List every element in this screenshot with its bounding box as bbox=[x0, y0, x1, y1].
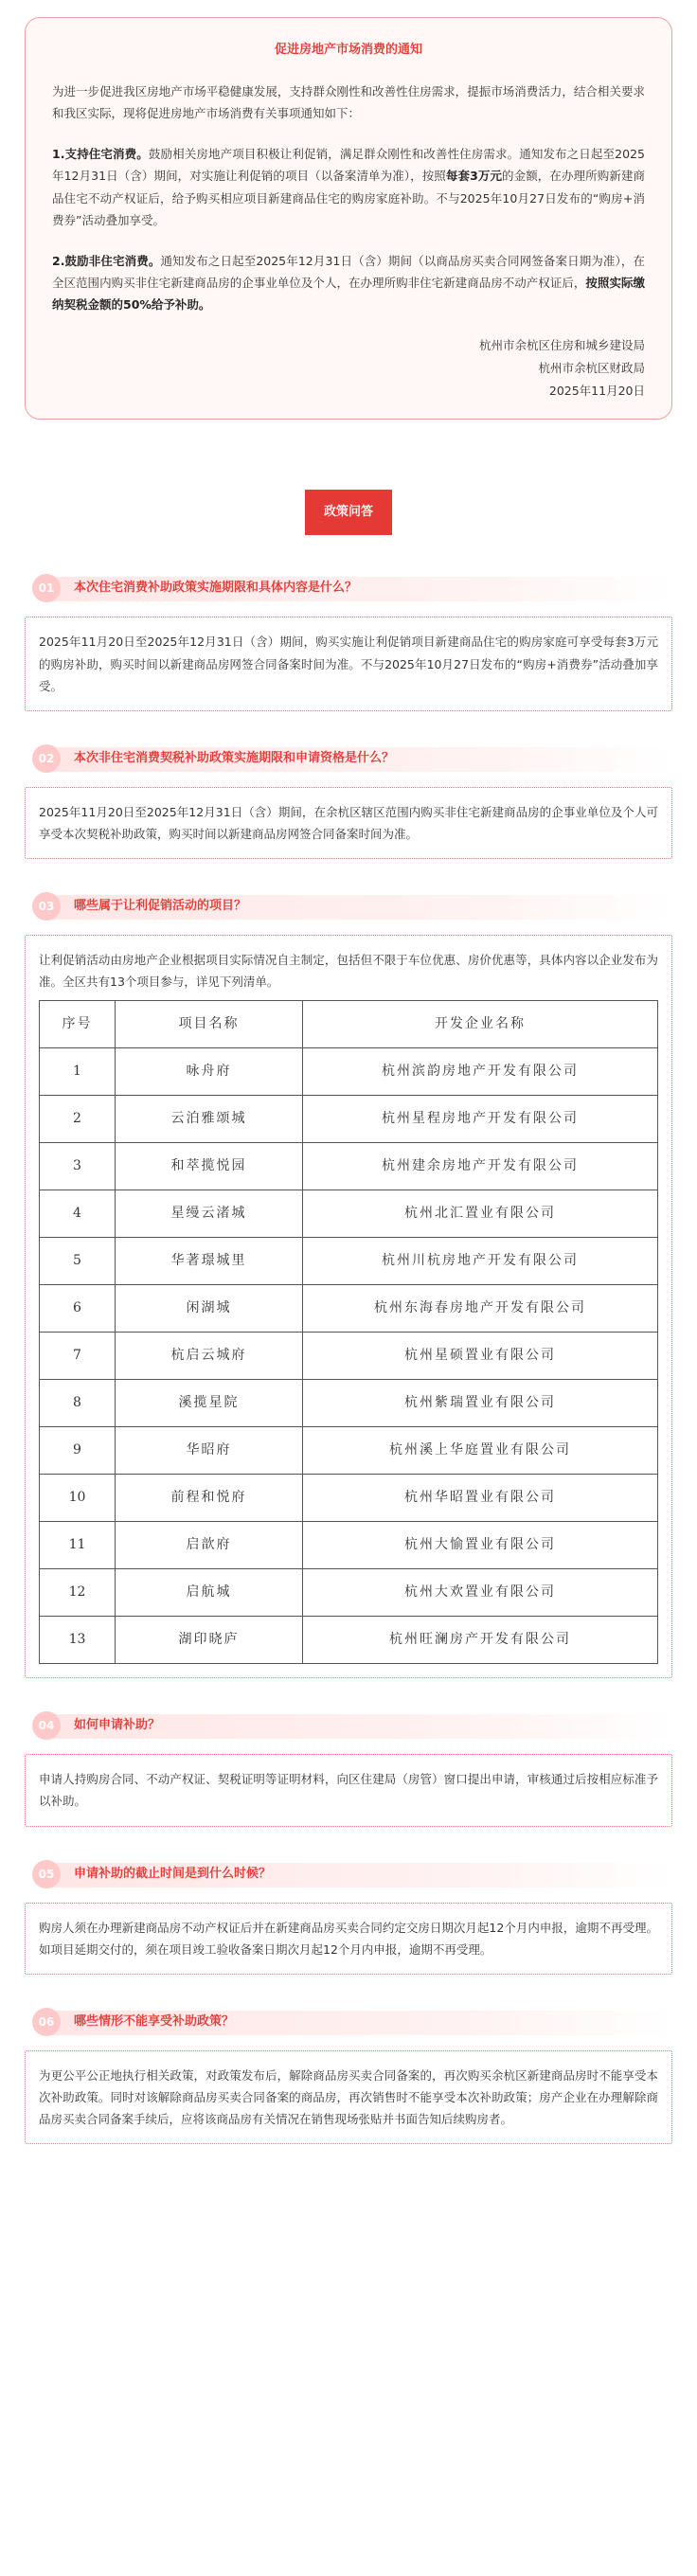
row-project: 星缦云渚城 bbox=[116, 1190, 303, 1238]
question-text: 如何申请补助？ bbox=[74, 1718, 161, 1733]
row-developer: 杭州大愉置业有限公司 bbox=[303, 1522, 658, 1569]
row-developer: 杭州星程房地产开发有限公司 bbox=[303, 1096, 658, 1143]
row-index: 8 bbox=[40, 1380, 116, 1427]
row-project: 启歆府 bbox=[116, 1522, 303, 1569]
project-table bbox=[39, 1000, 658, 1664]
row-index: 12 bbox=[40, 1569, 116, 1617]
table-row bbox=[40, 1048, 658, 1096]
notice-item-2-title: 2.鼓励非住宅消费。 bbox=[52, 253, 161, 268]
table-header-developer: 开发企业名称 bbox=[303, 1001, 658, 1048]
row-developer: 杭州华昭置业有限公司 bbox=[303, 1475, 658, 1522]
row-index: 6 bbox=[40, 1285, 116, 1333]
answer-box bbox=[25, 617, 672, 710]
notice-card bbox=[25, 17, 672, 420]
table-row bbox=[40, 1238, 658, 1285]
row-project: 华著璟城里 bbox=[116, 1238, 303, 1285]
table-row bbox=[40, 1617, 658, 1664]
section-tag: 政策问答 bbox=[305, 490, 392, 535]
row-index: 4 bbox=[40, 1190, 116, 1238]
question-header bbox=[25, 2007, 672, 2037]
table-header-project: 项目名称 bbox=[116, 1001, 303, 1048]
row-project: 前程和悦府 bbox=[116, 1475, 303, 1522]
notice-date: 2025年11月20日 bbox=[548, 383, 645, 398]
notice-title: 促进房地产市场消费的通知 bbox=[274, 43, 422, 57]
notice-item-2-bold: 按照实际缴纳契税金额的50%给予补助。 bbox=[52, 275, 645, 313]
notice-item-1-title: 1.支持住宅消费。 bbox=[52, 147, 149, 162]
question-text: 哪些属于让利促销活动的项目？ bbox=[74, 899, 247, 914]
row-index: 11 bbox=[40, 1522, 116, 1569]
answer-text: 让利促销活动由房地产企业根据项目实际情况自主制定，包括但不限于车位优惠、房价优惠等，具体内容以企业发布为准。全区共有13个项目参与，详见下列清单。 bbox=[39, 953, 658, 990]
answer-box bbox=[25, 935, 672, 1678]
notice-item-1-text-b: 的金额，在办理所购新建商品住宅不动产权证后，给予购买相应项目新建商品住宅的购房家庭补助。不与2025年10月27日发布的“购房+消费券”活动叠加享受。 bbox=[52, 169, 645, 227]
question-text: 哪些情形不能享受补助政策？ bbox=[74, 2013, 235, 2029]
question-header bbox=[25, 743, 672, 774]
table-row bbox=[40, 1427, 658, 1475]
row-project: 云泊雅颂城 bbox=[116, 1096, 303, 1143]
row-project: 杭启云城府 bbox=[116, 1333, 303, 1380]
table-row bbox=[40, 1143, 658, 1190]
row-developer: 杭州川杭房地产开发有限公司 bbox=[303, 1238, 658, 1285]
row-index: 10 bbox=[40, 1475, 116, 1522]
table-row bbox=[40, 1380, 658, 1427]
row-project: 溪揽星院 bbox=[116, 1380, 303, 1427]
row-index: 7 bbox=[40, 1333, 116, 1380]
table-row bbox=[40, 1569, 658, 1617]
row-index: 13 bbox=[40, 1617, 116, 1664]
row-developer: 杭州星硕置业有限公司 bbox=[303, 1333, 658, 1380]
row-index: 5 bbox=[40, 1238, 116, 1285]
row-project: 和萃揽悦园 bbox=[116, 1143, 303, 1190]
row-project: 闲湖城 bbox=[116, 1285, 303, 1333]
notice-item-1-text-a: 鼓励相关房地产项目积极让利促销，满足群众刚性和改善性住房需求。通知发布之日起至2025年12月31日（含）期间，对实施让利促销的项目（以备案清单为准），按照 bbox=[52, 147, 645, 184]
notice-sign-2: 杭州市余杭区财政局 bbox=[538, 360, 645, 375]
notice-item-1 bbox=[52, 143, 645, 231]
row-developer: 杭州溪上华庭置业有限公司 bbox=[303, 1427, 658, 1475]
answer-box bbox=[25, 1903, 672, 1975]
answer-text: 2025年11月20日至2025年12月31日（含）期间，在余杭区辖区范围内购买非住宅新建商品房的企事业单位及个人可享受本次契税补助政策，购买时间以新建商品房网签合同备案时间为准。 bbox=[39, 804, 658, 841]
notice-intro: 为进一步促进我区房地产市场平稳健康发展，支持群众刚性和改善性住房需求，提振市场消费活力，结合相关要求和我区实际，现将促进房地产市场消费有关事项通知如下： bbox=[52, 84, 645, 121]
row-developer: 杭州滨韵房地产开发有限公司 bbox=[303, 1048, 658, 1096]
answer-text: 2025年11月20日至2025年12月31日（含）期间，购买实施让利促销项目新建商品住宅的购房家庭可享受每套3万元的购房补助，购买时间以新建商品房网签合同备案时间为准。不与2025年10月27日发布的“购房+消费券”活动叠加享受。 bbox=[39, 635, 658, 693]
row-developer: 杭州大欢置业有限公司 bbox=[303, 1569, 658, 1617]
answer-text: 购房人须在办理新建商品房不动产权证后并在新建商品房买卖合同约定交房日期次月起12个月内申报，逾期不再受理。如项目延期交付的，须在项目竣工验收备案日期次月起12个月内申报，逾期不再受理。 bbox=[39, 1920, 658, 1957]
row-developer: 杭州旺澜房产开发有限公司 bbox=[303, 1617, 658, 1664]
section-tag-wrap bbox=[25, 490, 672, 535]
question-number: 01 bbox=[32, 574, 61, 602]
notice-signature bbox=[52, 334, 645, 402]
question-header bbox=[25, 1710, 672, 1741]
table-header-row bbox=[40, 1001, 658, 1048]
answer-text: 为更公平公正地执行相关政策，对政策发布后，解除商品房买卖合同备案的，再次购买余杭区新建商品房时不能享受本次补助政策。同时对该解除商品房买卖合同备案的商品房，再次销售时不能享受本次补助政策；房产企业在办理解除商品房买卖合同备案手续后，应将该商品房有关情况在销售现场张贴并书面告知后续购房者。 bbox=[39, 2067, 658, 2127]
question-number: 04 bbox=[32, 1711, 61, 1740]
table-header-index: 序号 bbox=[40, 1001, 116, 1048]
table-row bbox=[40, 1333, 658, 1380]
question-header bbox=[25, 573, 672, 603]
question-header bbox=[25, 1859, 672, 1889]
row-project: 湖印晓庐 bbox=[116, 1617, 303, 1664]
notice-item-2 bbox=[52, 250, 645, 315]
row-developer: 杭州建余房地产开发有限公司 bbox=[303, 1143, 658, 1190]
question-text: 本次住宅消费补助政策实施期限和具体内容是什么？ bbox=[74, 581, 358, 596]
answer-box bbox=[25, 1754, 672, 1826]
row-developer: 杭州北汇置业有限公司 bbox=[303, 1190, 658, 1238]
row-project: 华昭府 bbox=[116, 1427, 303, 1475]
notice-item-1-bold: 每套3万元 bbox=[445, 169, 503, 184]
table-row bbox=[40, 1475, 658, 1522]
row-index: 9 bbox=[40, 1427, 116, 1475]
table-row bbox=[40, 1522, 658, 1569]
notice-sign-1: 杭州市余杭区住房和城乡建设局 bbox=[478, 338, 645, 353]
question-number: 06 bbox=[32, 2008, 61, 2036]
table-row bbox=[40, 1285, 658, 1333]
row-index: 1 bbox=[40, 1048, 116, 1096]
row-project: 启航城 bbox=[116, 1569, 303, 1617]
question-number: 05 bbox=[32, 1860, 61, 1888]
answer-box bbox=[25, 2050, 672, 2144]
row-index: 2 bbox=[40, 1096, 116, 1143]
question-number: 02 bbox=[32, 744, 61, 773]
row-developer: 杭州东海春房地产开发有限公司 bbox=[303, 1285, 658, 1333]
question-text: 本次非住宅消费契税补助政策实施期限和申请资格是什么？ bbox=[74, 750, 395, 765]
table-row bbox=[40, 1190, 658, 1238]
row-project: 咏舟府 bbox=[116, 1048, 303, 1096]
answer-box bbox=[25, 787, 672, 859]
answer-text: 申请人持购房合同、不动产权证、契税证明等证明材料，向区住建局（房管）窗口提出申请，审核通过后按相应标准予以补助。 bbox=[39, 1772, 658, 1809]
question-header bbox=[25, 891, 672, 921]
notice-item-2-text-a: 通知发布之日起至2025年12月31日（含）期间（以商品房买卖合同网签备案日期为准），在全区范围内购买非住宅新建商品房的企事业单位及个人，在办理所购非住宅新建商品房不动产权证后， bbox=[52, 253, 645, 290]
question-text: 申请补助的截止时间是到什么时候？ bbox=[74, 1866, 272, 1881]
question-number: 03 bbox=[32, 892, 61, 921]
row-developer: 杭州紫瑞置业有限公司 bbox=[303, 1380, 658, 1427]
row-index: 3 bbox=[40, 1143, 116, 1190]
table-row bbox=[40, 1096, 658, 1143]
